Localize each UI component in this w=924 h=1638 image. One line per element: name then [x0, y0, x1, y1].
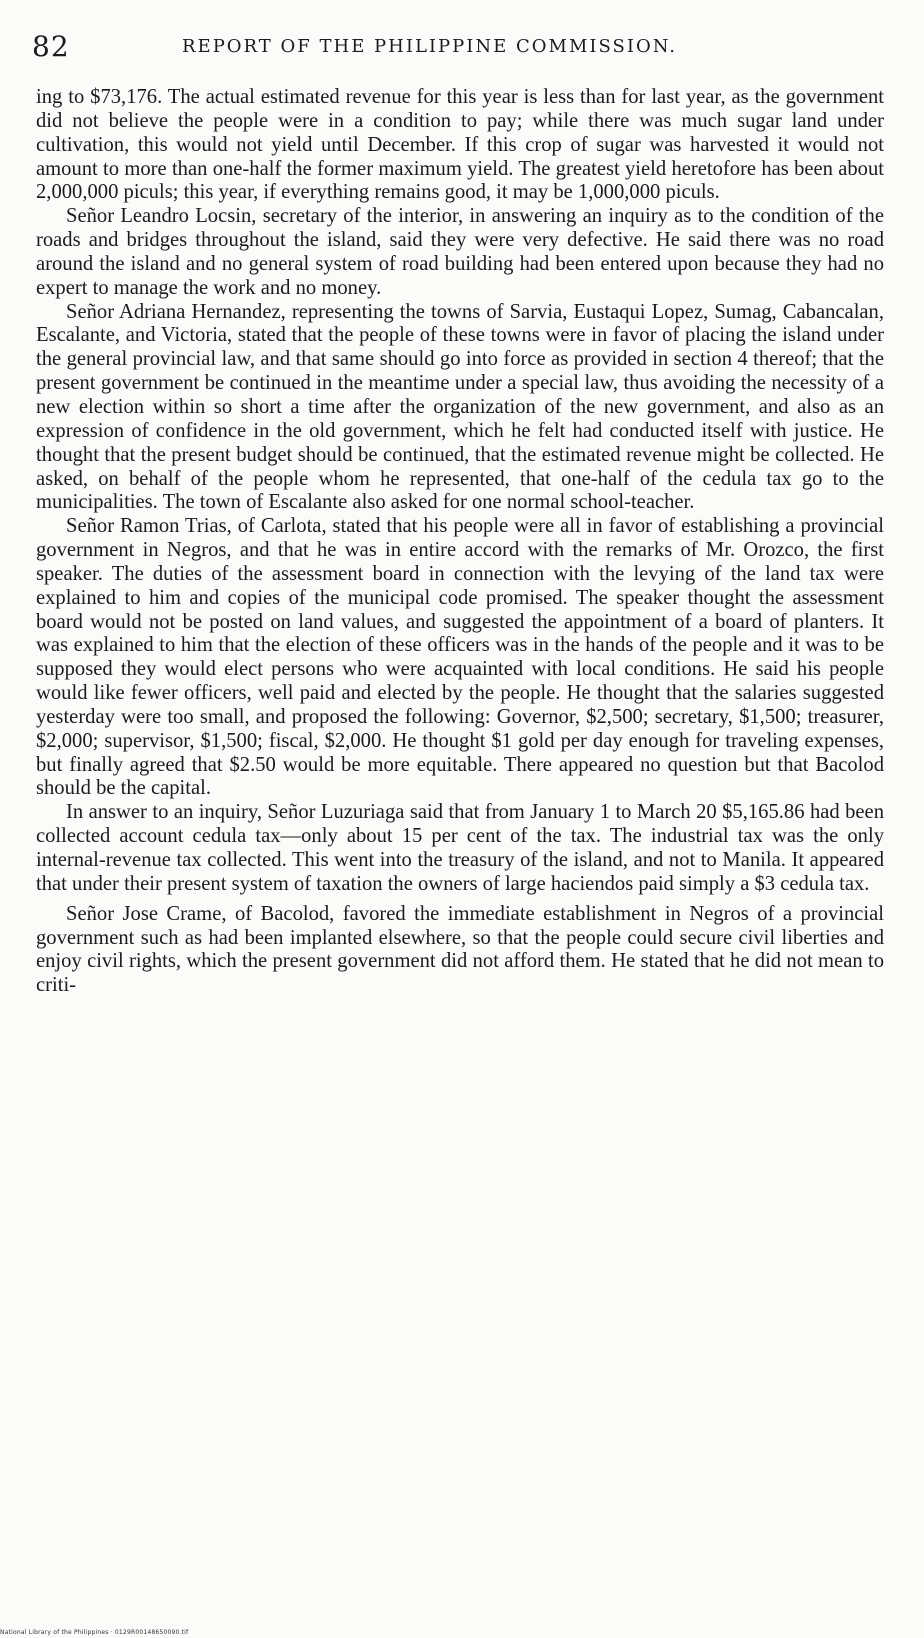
running-head: REPORT OF THE PHILIPPINE COMMISSION.: [182, 36, 678, 57]
body-text: [36, 86, 884, 998]
paragraph-locsin: Señor Leandro Locsin, secretary of the interior, in answering an inquiry as to the condition of the roads and bridges throughout the island, said they were very defective. He said there was no road around the island and no general system of road building had been entered upon because they had no expert to manage the work and no money.: [36, 205, 884, 299]
paragraph-luzuriaga: In answer to an inquiry, Señor Luzuriaga said that from January 1 to March 20 $5,165.86 had been collected account cedula tax—only about 15 per cent of the tax. The industrial tax was the only internal-revenue tax collected. This went into the treasury of the island, and not to Manila. It appeared that under their present system of taxation the owners of large haciendos paid simply a $3 cedula tax.: [36, 801, 884, 895]
page-header: [32, 30, 882, 66]
paragraph-crame: Señor Jose Crame, of Bacolod, favored the immediate establishment in Negros of a provincial government such as had been implanted elsewhere, so that the people could secure civil liberties and enjoy civil rights, which the present government did not afford them. He stated that he did not mean to criti-: [36, 902, 884, 997]
page-number: 82: [32, 30, 70, 63]
paragraph-trias: Señor Ramon Trias, of Carlota, stated that his people were all in favor of establishing a provincial government in Negros, and that he was in entire accord with the remarks of Mr. Orozco, the first speaker. The duties of the assessment board in connection with the levying of the land tax were explained to him and copies of the municipal code promised. The speaker thought the assessment board would not be posted on land values, and suggested the appointment of a board of planters. It was explained to him that the election of these officers was in the hands of the people and it was to be supposed they would elect persons who were acquainted with local conditions. He said his people would like fewer officers, well paid and elected by the people. He thought that the salaries suggested yesterday were too small, and proposed the following: Governor, $2,500; secretary, $1,500; treasurer, $2,000; supervisor, $1,500; fiscal, $2,000. He thought $1 gold per day enough for traveling expenses, but finally agreed that $2.50 would be more equitable. There appeared no question but that Bacolod should be the capital.: [36, 515, 884, 800]
paragraph-revenue: ing to $73,176. The actual estimated revenue for this year is less than for last year, as the government did not believe the people were in a condition to pay; while there was much sugar land under cultivation, this would not yield until December. If this crop of sugar was harvested it would not amount to more than one-half the former maximum yield. The greatest yield heretofore has been about 2,000,000 piculs; this year, if everything remains good, it may be 1,000,000 piculs.: [36, 86, 884, 204]
scan-credit: National Library of the Philippines · 0129R00148650090.tif: [0, 1629, 189, 1636]
paragraph-hernandez: Señor Adriana Hernandez, representing the towns of Sarvia, Eustaqui Lopez, Sumag, Cabancalan, Escalante, and Victoria, stated that the people of these towns were in favor of placing the island under the general provincial law, and that same should go into force as provided in section 4 thereof; that the present government be continued in the meantime under a special law, thus avoiding the necessity of a new election within so short a time after the organization of the new government, and also as an expression of confidence in the old government, which he felt had conducted itself with justice. He thought that the present budget should be continued, that the estimated revenue might be collected. He asked, on behalf of the people whom he represented, that one-half of the cedula tax go to the municipalities. The town of Escalante also asked for one normal school-teacher.: [36, 300, 884, 514]
